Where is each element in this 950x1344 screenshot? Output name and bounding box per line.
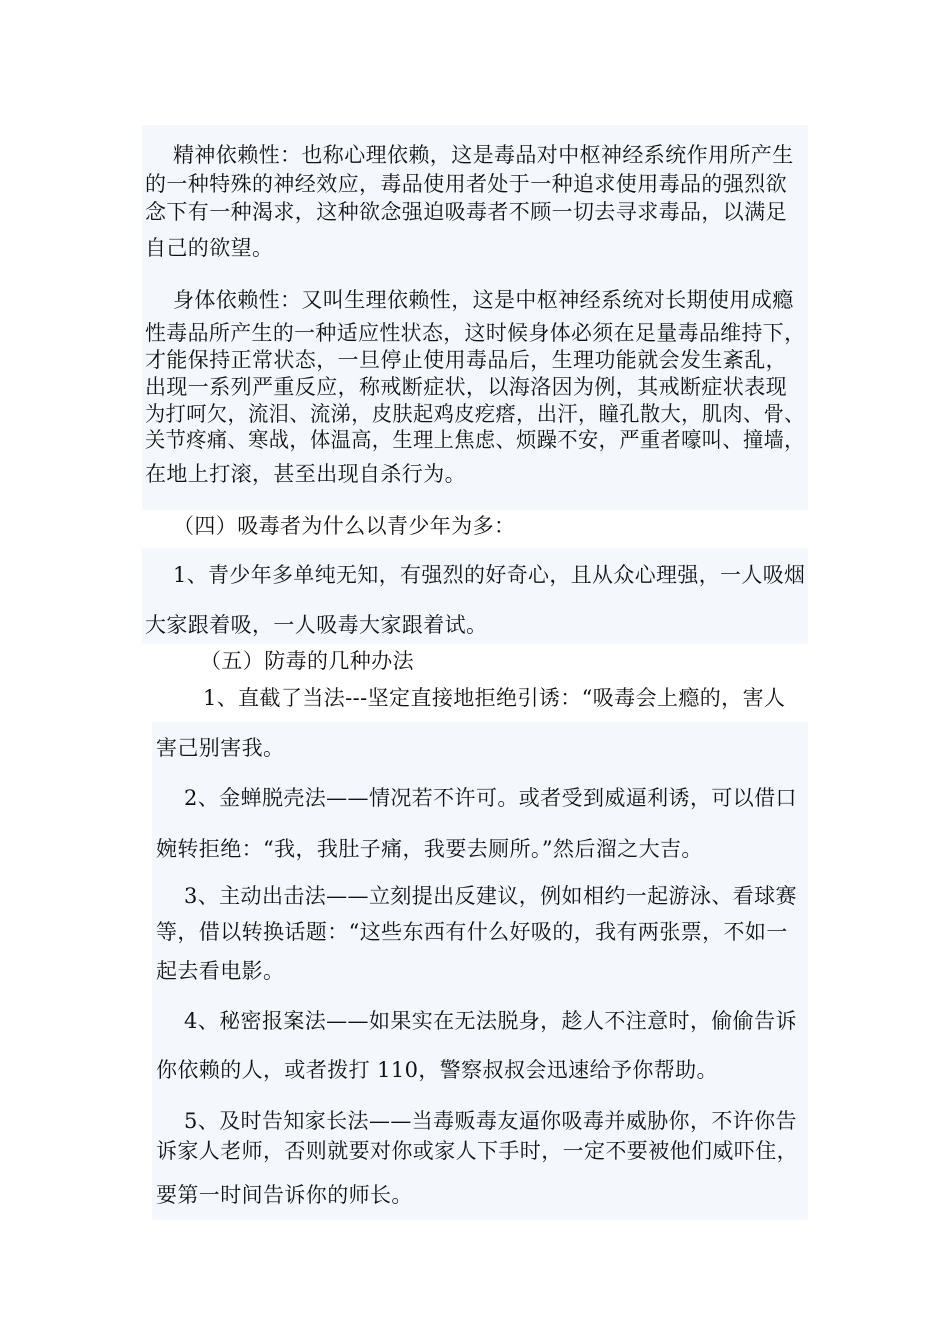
para-method-3-line: 3、主动出击法——立刻提出反建议，例如相约一起游泳、看球赛 [184,884,797,908]
para-mental-dependence-line: 念下有一种渴求，这种欲念强迫吸毒者不顾一切去寻求毒品，以满足 [145,200,787,224]
para-physical-dependence-line: 为打呵欠，流泪、流涕，皮肤起鸡皮疙瘩，出汗，瞳孔散大，肌肉、骨、 [145,402,805,426]
para-method-2-line: 2、金蝉脱壳法——情况若不许可。或者受到威逼利诱，可以借口 [184,786,797,810]
para-method-1-line: 害己别害我。 [156,736,285,760]
para-physical-dependence-line: 在地上打滚，甚至出现自杀行为。 [145,462,466,486]
para-method-4-line: 你依赖的人，或者拨打 110，警察叔叔会迅速给予你帮助。 [156,1058,718,1082]
para-method-5-line: 诉家人老师，否则就要对你或家人下手时，一定不要被他们威吓住， [156,1139,798,1163]
para-youth-reason-1-line: 1、青少年多单纯无知，有强烈的好奇心，且从众心理强，一人吸烟 [173,563,806,587]
para-physical-dependence-line: 性毒品所产生的一种适应性状态，这时候身体必须在足量毒品维持下， [145,321,806,345]
para-physical-dependence-line: 出现一系列严重反应，称戒断症状，以海洛因为例，其戒断症状表现 [145,375,787,399]
para-method-3-line: 起去看电影。 [156,959,285,983]
heading-section-four-line: （四）吸毒者为什么以青少年为多： [173,514,516,538]
para-physical-dependence-line: 身体依赖性：又叫生理依赖性，这是中枢神经系统对长期使用成瘾 [173,288,794,312]
para-method-5-line: 5、及时告知家长法——当毒贩毒友逼你吸毒并威胁你，不许你告 [184,1109,797,1133]
para-method-5-line: 要第一时间告诉你的师长。 [156,1183,413,1207]
para-method-1-line: 1、直截了当法---坚定直接地拒绝引诱：“吸毒会上瘾的，害人 [203,686,786,710]
para-mental-dependence-line: 精神依赖性：也称心理依赖，这是毒品对中枢神经系统作用所产生 [173,143,794,167]
para-method-3-line: 等，借以转换话题：“这些东西有什么好吸的，我有两张票，不如一 [156,920,788,944]
para-youth-reason-1-line: 大家跟着吸，一人吸毒大家跟着试。 [145,613,488,637]
para-method-2-line: 婉转拒绝：“我，我肚子痛，我要去厕所。”然后溜之大吉。 [156,837,703,861]
para-physical-dependence-line: 关节疼痛、寒战，体温高，生理上焦虑、烦躁不安，严重者嚎叫、撞墙， [145,428,805,452]
para-physical-dependence-line: 才能保持正常状态，一旦停止使用毒品后，生理功能就会发生紊乱， [145,348,787,372]
para-mental-dependence-line: 的一种特殊的神经效应，毒品使用者处于一种追求使用毒品的强烈欲 [145,172,787,196]
para-method-4-line: 4、秘密报案法——如果实在无法脱身，趁人不注意时，偷偷告诉 [184,1009,797,1033]
heading-section-five-line: （五）防毒的几种办法 [200,649,414,673]
para-mental-dependence-line: 自己的欲望。 [145,236,274,260]
